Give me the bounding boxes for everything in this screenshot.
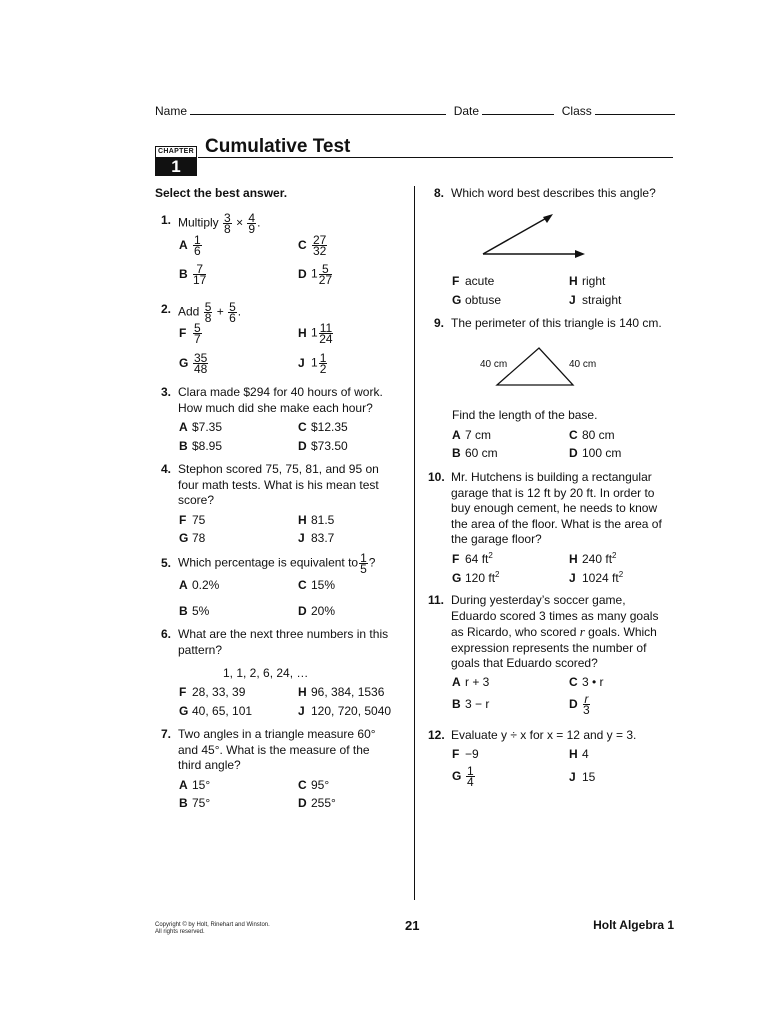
fraction (193, 264, 206, 285)
option-11c[interactable] (569, 675, 604, 689)
question-text (178, 553, 375, 574)
option-value: 15° (192, 778, 211, 792)
option-letter: B (452, 446, 461, 460)
option-value: acute (465, 274, 495, 288)
option-value: 81.5 (311, 513, 335, 527)
fraction (204, 302, 213, 323)
option-11b[interactable] (452, 697, 489, 711)
option-value: 15% (311, 578, 336, 592)
option-6f[interactable] (179, 685, 245, 699)
option-3b[interactable] (179, 439, 222, 453)
punctuation: ? (368, 555, 376, 570)
arrowhead (543, 214, 553, 223)
option-letter: G (452, 768, 462, 783)
option-value: $7.35 (192, 420, 223, 434)
option-value: 255° (311, 796, 336, 810)
fraction (193, 323, 202, 344)
option-4g[interactable] (179, 531, 205, 545)
option-letter: B (179, 266, 188, 281)
date-field[interactable] (482, 103, 554, 115)
date-label: Date (453, 104, 480, 118)
option-value: 4 (582, 747, 589, 761)
option-8j[interactable] (569, 293, 621, 307)
option-letter: A (179, 778, 188, 792)
option-value: 3 − r (465, 697, 490, 711)
option-value: 64 (465, 552, 479, 566)
option-letter: B (179, 796, 188, 810)
denominator: 48 (194, 362, 208, 376)
option-9d[interactable] (569, 446, 621, 460)
numerator: 4 (248, 211, 256, 225)
option-letter: G (452, 293, 462, 307)
text-line: Two angles in a triangle measure 60° (178, 727, 376, 741)
exponent: 2 (488, 551, 493, 560)
question-number: 9. (433, 316, 444, 330)
question-number: 5. (160, 556, 171, 570)
option-value: obtuse (465, 293, 502, 307)
option-letter: J (569, 770, 576, 784)
numerator: 3 (224, 211, 231, 225)
option-3d[interactable] (298, 439, 348, 453)
option-7b[interactable] (179, 796, 210, 810)
question-text: Which word best describes this angle? (451, 186, 656, 200)
operator: + (216, 304, 224, 319)
punctuation: . (257, 215, 261, 230)
question-number: 4. (160, 462, 171, 476)
text-line: Mr. Hutchens is building a rectangular (451, 470, 652, 484)
text-line: Clara made $294 for 40 hours of work. (178, 385, 383, 399)
question-text (451, 593, 658, 672)
option-value: 40, 65, 101 (192, 704, 253, 718)
option-value: 100 cm (582, 446, 622, 460)
option-value: 0.2% (192, 578, 220, 592)
option-value: 28, 33, 39 (192, 685, 246, 699)
arrowhead (575, 250, 585, 258)
denominator: 27 (318, 273, 333, 287)
option-letter: H (569, 552, 578, 566)
option-12h[interactable] (569, 747, 589, 761)
text-line: buy enough cement, he needs to know (451, 501, 658, 515)
option-letter: C (298, 578, 307, 592)
title-rule (198, 157, 673, 158)
option-letter: J (569, 571, 576, 585)
numerator: 5 (319, 264, 332, 275)
fraction (223, 213, 232, 234)
copyright (155, 922, 270, 936)
option-6h[interactable] (298, 685, 384, 699)
option-11a[interactable] (452, 675, 489, 689)
text-line: the garage floor? (451, 532, 542, 546)
option-value: 80 cm (582, 428, 615, 442)
text-line: goals that Eduardo scored? (451, 656, 598, 670)
question-number: 10. (428, 470, 445, 484)
numerator: 5 (194, 321, 201, 335)
whole-number: 1 (311, 325, 318, 340)
option-4f[interactable] (179, 513, 205, 527)
option-letter: G (179, 355, 189, 370)
question-text: Evaluate y ÷ x for x = 12 and y = 3. (451, 728, 637, 742)
triangle-side-left-label: 40 cm (480, 359, 508, 370)
text-line: score? (178, 493, 215, 507)
option-2j[interactable] (298, 353, 328, 374)
name-field[interactable] (190, 103, 446, 115)
unit: ft (605, 552, 613, 566)
numerator: 5 (204, 300, 212, 314)
triangle (497, 348, 573, 385)
option-8g[interactable] (452, 293, 501, 307)
option-letter: C (298, 237, 307, 252)
option-value: 240 (582, 552, 603, 566)
option-letter: A (452, 675, 461, 689)
option-letter: F (452, 552, 460, 566)
unit: ft (612, 571, 619, 585)
text-line: Eduardo scored 3 times as many goals (451, 608, 659, 623)
option-letter: F (179, 513, 187, 527)
denominator: 3 (583, 703, 590, 717)
question-number: 3. (160, 385, 171, 399)
fraction (319, 353, 328, 374)
fraction (228, 302, 237, 323)
option-value: 1024 (582, 571, 609, 585)
option-5b[interactable] (179, 604, 209, 618)
option-1c[interactable] (298, 235, 328, 256)
text-line: and 45°. What is the measure of the (178, 742, 370, 757)
page-title: Cumulative Test (205, 136, 351, 157)
option-letter: A (179, 578, 188, 592)
option-letter: D (298, 439, 307, 453)
numerator: 35 (194, 351, 208, 365)
copyright-line: All rights reserved. (155, 929, 205, 935)
question-number: 12. (428, 728, 445, 742)
option-5a[interactable] (179, 578, 219, 592)
fraction (319, 323, 333, 344)
denominator: 2 (319, 362, 327, 376)
option-2f[interactable] (179, 323, 203, 344)
option-5c[interactable] (298, 578, 335, 592)
denominator: 7 (194, 332, 201, 346)
exponent: 2 (618, 570, 624, 579)
fraction (319, 264, 332, 285)
option-8f[interactable] (452, 274, 494, 288)
option-letter: C (569, 675, 578, 689)
denominator: 8 (204, 311, 212, 325)
question-text (178, 462, 379, 509)
text-line: the area of the floor. What is the area of (451, 516, 662, 531)
page-number: 21 (405, 918, 420, 933)
option-8h[interactable] (569, 274, 605, 288)
option-letter: H (569, 274, 578, 288)
text-line: pattern? (178, 642, 223, 657)
header-line (155, 103, 675, 118)
book-title: Holt Algebra 1 (593, 918, 674, 932)
option-letter: D (569, 696, 578, 711)
text-line: four math tests. What is his mean test (178, 477, 379, 492)
chapter-number: 1 (155, 158, 197, 176)
text-line: third angle? (178, 758, 241, 772)
numerator: r (584, 692, 589, 706)
option-value: straight (582, 293, 622, 307)
find-text: Find the length of the base. (452, 408, 598, 422)
numerator: 5 (229, 300, 236, 314)
option-12g[interactable] (452, 766, 476, 787)
option-value: −9 (465, 747, 479, 761)
unit: ft (488, 571, 496, 585)
angle-figure (475, 210, 595, 260)
name-label: Name (155, 104, 188, 118)
option-value: 95° (311, 778, 330, 792)
option-value: 120 (465, 571, 486, 585)
option-value: 15 (582, 770, 596, 784)
whole-number: 1 (311, 266, 318, 281)
question-text (451, 470, 662, 548)
fraction (583, 694, 590, 715)
question-text (178, 213, 260, 234)
option-3a[interactable] (179, 420, 222, 434)
option-letter: A (179, 237, 188, 252)
numerator: 7 (193, 264, 206, 275)
option-10f[interactable] (452, 551, 493, 566)
exponent: 2 (612, 551, 617, 560)
option-letter: J (569, 293, 576, 307)
denominator: 6 (194, 244, 201, 258)
option-value: $73.50 (311, 439, 348, 453)
option-value: 75 (192, 513, 206, 527)
question-number: 7. (160, 727, 171, 741)
option-letter: D (298, 266, 307, 281)
fraction (247, 213, 256, 234)
option-letter: F (179, 325, 187, 340)
option-letter: F (452, 747, 460, 761)
fraction (359, 553, 368, 574)
question-number: 6. (160, 627, 171, 641)
question-number: 11. (428, 593, 445, 607)
text-line: as Ricardo, who scored (451, 625, 577, 639)
option-value: 7 cm (465, 428, 492, 442)
copyright-line: Copyright © by Holt, Rinehart and Winston. (155, 922, 270, 928)
text-line: During yesterday’s soccer game, (451, 593, 626, 607)
chapter-badge (155, 146, 197, 176)
prompt-text: Multiply (178, 215, 219, 230)
chapter-label: CHAPTER (155, 146, 197, 158)
option-letter: G (452, 571, 462, 585)
prompt-text: Which percentage is equivalent to (178, 555, 359, 570)
option-11d[interactable] (569, 694, 591, 715)
option-value: 20% (311, 604, 336, 618)
option-value: 78 (192, 531, 206, 545)
option-letter: A (179, 420, 188, 434)
option-1b[interactable] (179, 264, 207, 285)
option-6g[interactable] (179, 704, 252, 718)
option-letter: J (298, 531, 305, 545)
option-letter: B (179, 604, 188, 618)
option-10g[interactable] (452, 570, 500, 585)
numerator: 11 (319, 321, 333, 335)
column-divider (414, 186, 415, 900)
option-value: right (582, 274, 606, 288)
option-letter: D (569, 446, 578, 460)
option-value: r + 3 (465, 675, 490, 689)
option-7a[interactable] (179, 778, 210, 792)
option-value: $12.35 (311, 420, 348, 434)
option-value: 83.7 (311, 531, 335, 545)
question-number: 2. (160, 302, 171, 316)
option-9a[interactable] (452, 428, 491, 442)
option-letter: A (452, 428, 461, 442)
option-letter: C (298, 778, 307, 792)
option-7c[interactable] (298, 778, 329, 792)
option-letter: F (179, 685, 187, 699)
denominator: 8 (224, 222, 231, 236)
option-letter: B (179, 439, 188, 453)
text-line: What are the next three numbers in this (178, 627, 389, 641)
operator: × (236, 215, 244, 230)
option-letter: D (298, 796, 307, 810)
option-10j[interactable] (569, 570, 623, 585)
question-text (178, 302, 241, 323)
text-line: expression represents the number of (451, 640, 647, 655)
punctuation: . (237, 304, 242, 319)
option-letter: H (298, 685, 307, 699)
fraction (466, 766, 475, 787)
option-9b[interactable] (452, 446, 498, 460)
option-letter: J (298, 355, 305, 370)
option-letter: C (569, 428, 578, 442)
numerator: 1 (360, 551, 367, 565)
text-line: Stephon scored 75, 75, 81, and 95 on (178, 462, 379, 476)
option-3c[interactable] (298, 420, 348, 434)
option-letter: G (179, 531, 189, 545)
option-9c[interactable] (569, 428, 615, 442)
fraction (193, 235, 202, 256)
option-6j[interactable] (298, 704, 391, 718)
prompt-text: Add (178, 304, 200, 319)
exponent: 2 (495, 570, 500, 579)
option-letter: C (298, 420, 307, 434)
option-value: 60 cm (465, 446, 498, 460)
numerator: 27 (313, 233, 327, 247)
question-number: 8. (433, 186, 444, 200)
numerator: 1 (467, 764, 474, 778)
text-line: How much did she make each hour? (178, 400, 373, 415)
option-letter: H (569, 747, 578, 761)
option-2g[interactable] (179, 353, 209, 374)
option-10h[interactable] (569, 551, 617, 566)
option-12f[interactable] (452, 747, 479, 761)
question-number: 1. (160, 213, 171, 227)
option-letter: B (452, 697, 461, 711)
question-text (178, 627, 388, 658)
variable: r (579, 624, 585, 639)
option-1d[interactable] (298, 264, 333, 285)
denominator: 6 (229, 311, 236, 325)
denominator: 9 (248, 222, 256, 236)
angle-ray (483, 216, 550, 254)
option-letter: F (452, 274, 460, 288)
option-letter: H (298, 325, 307, 340)
fraction (312, 235, 327, 256)
option-4h[interactable] (298, 513, 334, 527)
option-value: 96, 384, 1536 (311, 685, 385, 699)
number-pattern: 1, 1, 2, 6, 24, … (223, 666, 309, 680)
instructions: Select the best answer. (155, 186, 288, 200)
question-text (178, 385, 383, 416)
class-field[interactable] (595, 103, 675, 115)
unit: ft (481, 552, 489, 566)
text-line: garage that is 12 ft by 20 ft. In order to (451, 485, 655, 500)
option-2h[interactable] (298, 323, 334, 344)
option-value: 5% (192, 604, 210, 618)
option-value: 120, 720, 5040 (311, 704, 392, 718)
option-letter: H (298, 513, 307, 527)
triangle-side-right-label: 40 cm (569, 359, 597, 370)
option-value: 3 • r (582, 675, 604, 689)
denominator: 24 (319, 332, 333, 346)
option-5d[interactable] (298, 604, 335, 618)
option-letter: D (298, 604, 307, 618)
option-1a[interactable] (179, 235, 203, 256)
option-letter: G (179, 704, 189, 718)
question-text (178, 727, 376, 774)
numerator: 1 (319, 351, 327, 365)
denominator: 5 (360, 562, 367, 576)
option-value: 75° (192, 796, 211, 810)
fraction (193, 353, 208, 374)
class-label: Class (561, 104, 592, 118)
option-letter: J (298, 704, 305, 718)
denominator: 17 (193, 273, 207, 287)
numerator: 1 (194, 233, 201, 247)
option-value: $8.95 (192, 439, 223, 453)
option-4j[interactable] (298, 531, 334, 545)
question-text: The perimeter of this triangle is 140 cm. (451, 316, 662, 330)
denominator: 32 (313, 244, 327, 258)
option-12j[interactable] (569, 770, 595, 784)
option-7d[interactable] (298, 796, 336, 810)
whole-number: 1 (311, 355, 318, 370)
text-line: goals. Which (588, 625, 657, 639)
denominator: 4 (467, 775, 474, 789)
